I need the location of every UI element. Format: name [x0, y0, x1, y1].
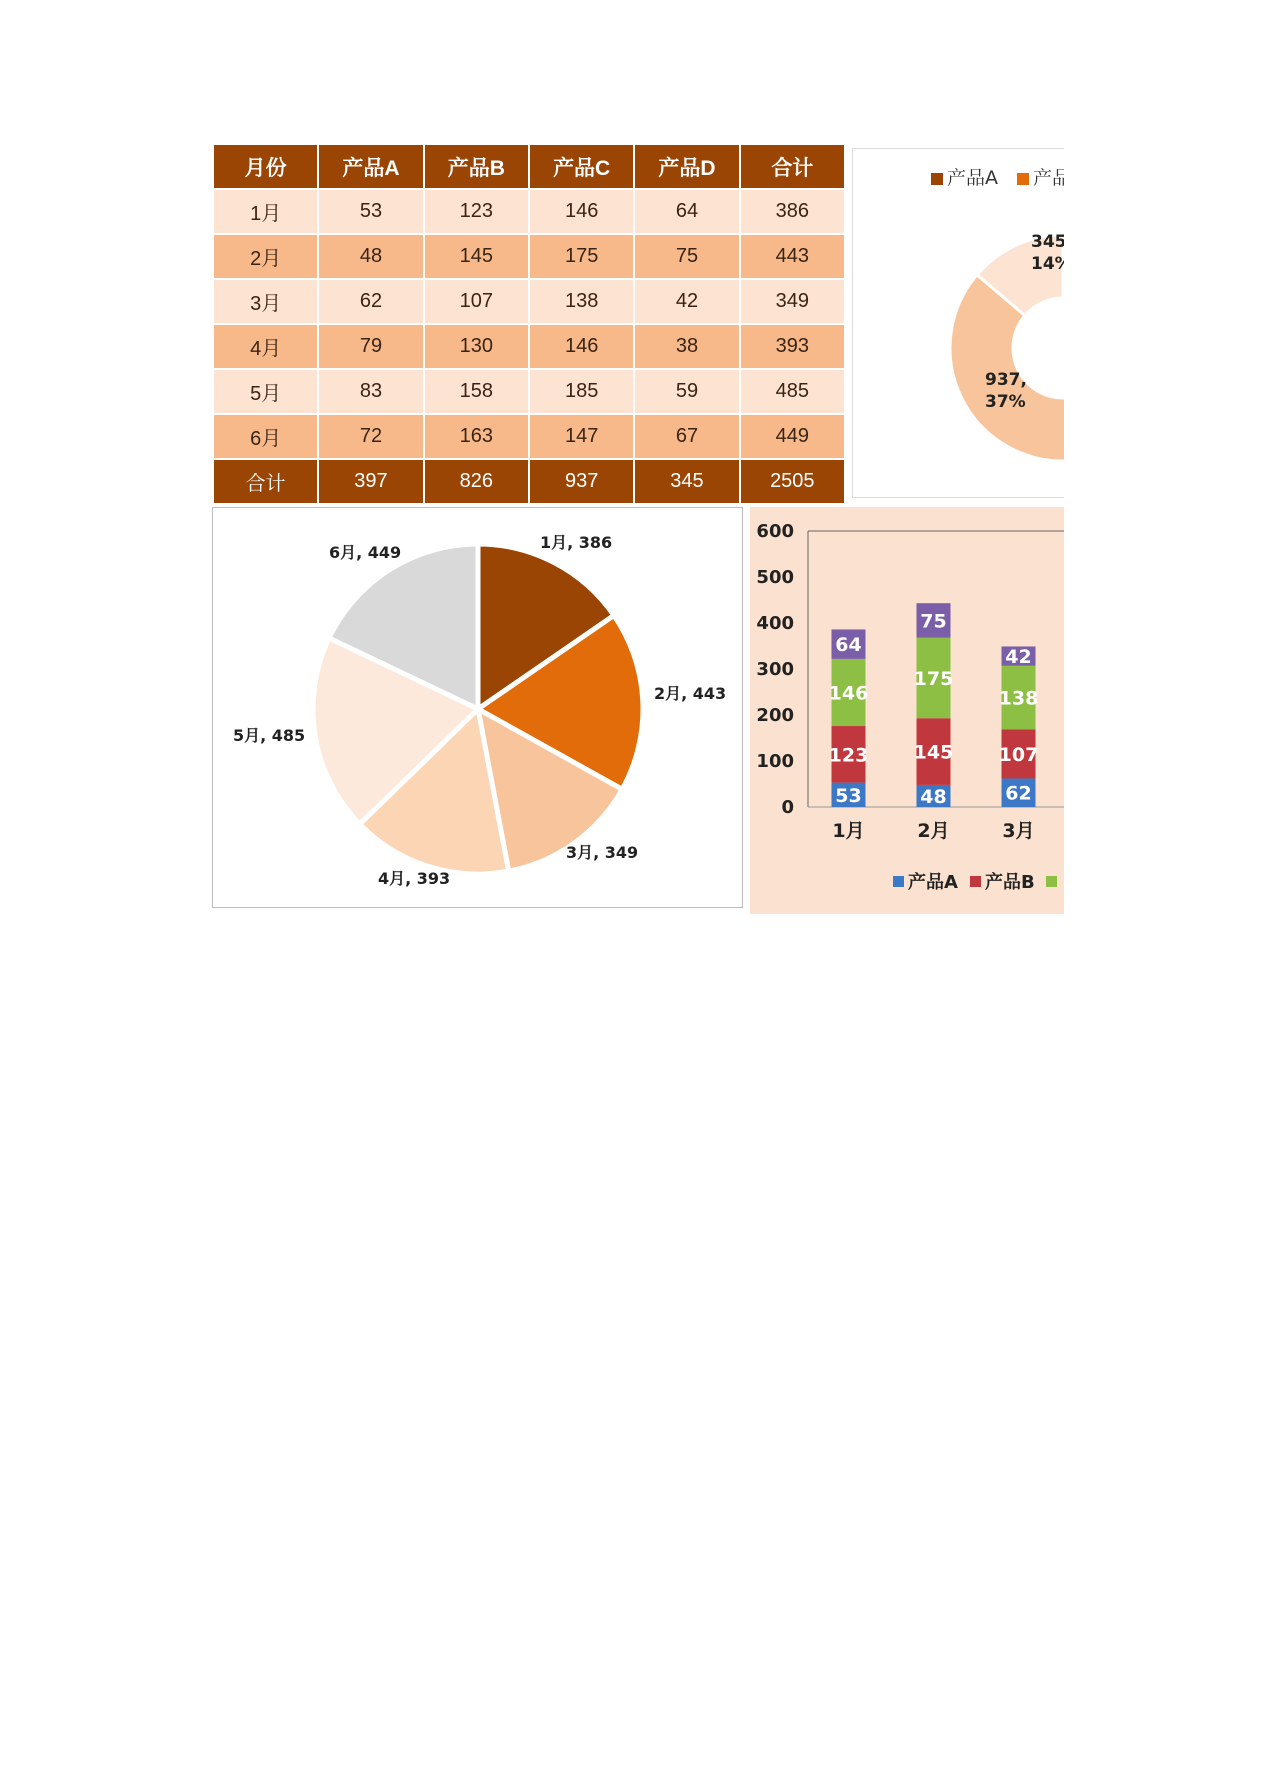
legend-label-b: 产品 [1033, 167, 1072, 189]
y-tick-label: 300 [756, 659, 794, 680]
table-row [213, 414, 845, 459]
table-cell: 349 [740, 279, 845, 324]
table-cell: 2月 [213, 234, 318, 279]
total-cell: 937 [529, 459, 634, 504]
table-cell: 5月 [213, 369, 318, 414]
table-cell: 79 [318, 324, 423, 369]
table-cell: 185 [529, 369, 634, 414]
table-row [213, 189, 845, 234]
y-tick-label: 200 [756, 705, 794, 726]
table-header-row [213, 144, 845, 189]
table-cell: 53 [318, 189, 423, 234]
table-row [213, 279, 845, 324]
header-cell: 合计 [740, 144, 845, 189]
table-cell: 38 [634, 324, 739, 369]
table-cell: 145 [424, 234, 529, 279]
legend-swatch-b [1017, 173, 1029, 185]
table-cell: 449 [740, 414, 845, 459]
y-tick-label: 400 [756, 613, 794, 634]
table-cell: 123 [424, 189, 529, 234]
header-cell: 产品C [529, 144, 634, 189]
bar-data-label: 123 [828, 744, 869, 767]
legend-swatch-a [893, 876, 904, 887]
y-tick-label: 600 [756, 521, 794, 542]
table-cell: 48 [318, 234, 423, 279]
legend-label-a: 产品A [908, 872, 958, 893]
table-cell: 72 [318, 414, 423, 459]
bar-data-label: 175 [913, 667, 954, 690]
header-cell: 产品B [424, 144, 529, 189]
header-cell: 月份 [213, 144, 318, 189]
table-total-row [213, 459, 845, 504]
table-row [213, 369, 845, 414]
data-table [212, 143, 846, 505]
table-row [213, 324, 845, 369]
bar-data-label: 107 [998, 743, 1039, 766]
total-cell: 合计 [213, 459, 318, 504]
y-tick-label: 100 [756, 751, 794, 772]
table-cell: 83 [318, 369, 423, 414]
header-cell: 产品A [318, 144, 423, 189]
table-cell: 4月 [213, 324, 318, 369]
stacked-bar-chart-panel [750, 507, 1064, 914]
pie-label-1: 1月, 386 [540, 533, 613, 552]
table-cell: 163 [424, 414, 529, 459]
legend-swatch-b [970, 876, 981, 887]
table-cell: 67 [634, 414, 739, 459]
y-tick-label: 0 [781, 797, 794, 818]
legend-label-b: 产品B [985, 872, 1035, 893]
donut-label-d-pct: 14% [1031, 254, 1072, 274]
bar-data-label: 42 [1005, 646, 1032, 669]
pie-chart-panel [212, 507, 743, 908]
bar-data-label: 75 [920, 610, 947, 633]
pie-label-5: 5月, 485 [233, 726, 306, 745]
table-cell: 64 [634, 189, 739, 234]
bar-data-label: 64 [835, 634, 862, 657]
pie-label-2: 2月, 443 [654, 684, 727, 703]
bar-data-label: 62 [1005, 782, 1032, 805]
table-cell: 138 [529, 279, 634, 324]
x-tick-label: 2月 [917, 820, 950, 842]
legend-label-a: 产品A [947, 167, 998, 189]
bar-data-label: 53 [835, 784, 862, 807]
table-cell: 62 [318, 279, 423, 324]
legend-swatch-c [1046, 876, 1057, 887]
pie-chart [213, 508, 744, 909]
table-cell: 158 [424, 369, 529, 414]
pie-label-6: 6月, 449 [329, 543, 402, 562]
table-cell: 146 [529, 324, 634, 369]
x-tick-label: 3月 [1002, 820, 1035, 842]
table-cell: 485 [740, 369, 845, 414]
pie-label-4: 4月, 393 [378, 869, 451, 888]
table-cell: 443 [740, 234, 845, 279]
donut-label-c-value: 937, [985, 370, 1027, 390]
table-cell: 6月 [213, 414, 318, 459]
table-cell: 75 [634, 234, 739, 279]
bar-data-label: 48 [920, 785, 947, 808]
table-cell: 130 [424, 324, 529, 369]
table-cell: 175 [529, 234, 634, 279]
y-tick-label: 500 [756, 567, 794, 588]
table-row [213, 234, 845, 279]
pie-label-3: 3月, 349 [566, 843, 639, 862]
table-cell: 1月 [213, 189, 318, 234]
table-cell: 3月 [213, 279, 318, 324]
header-cell: 产品D [634, 144, 739, 189]
donut-label-c-pct: 37% [985, 392, 1026, 412]
donut-chart-panel [852, 148, 1072, 498]
table-cell: 147 [529, 414, 634, 459]
donut-label-d-value: 345 [1031, 232, 1067, 252]
table-cell: 42 [634, 279, 739, 324]
total-cell: 345 [634, 459, 739, 504]
x-tick-label: 1月 [832, 820, 865, 842]
bar-data-label: 145 [913, 741, 954, 764]
table-cell: 386 [740, 189, 845, 234]
donut-chart [853, 149, 1072, 499]
table-cell: 146 [529, 189, 634, 234]
table-cell: 393 [740, 324, 845, 369]
total-cell: 826 [424, 459, 529, 504]
total-cell: 2505 [740, 459, 845, 504]
table-cell: 107 [424, 279, 529, 324]
bar-data-label: 146 [828, 682, 869, 705]
donut-slice-2 [950, 275, 1064, 461]
bar-data-label: 138 [998, 687, 1039, 710]
legend-swatch-a [931, 173, 943, 185]
stacked-bar-chart [750, 507, 1064, 914]
table-cell: 59 [634, 369, 739, 414]
total-cell: 397 [318, 459, 423, 504]
